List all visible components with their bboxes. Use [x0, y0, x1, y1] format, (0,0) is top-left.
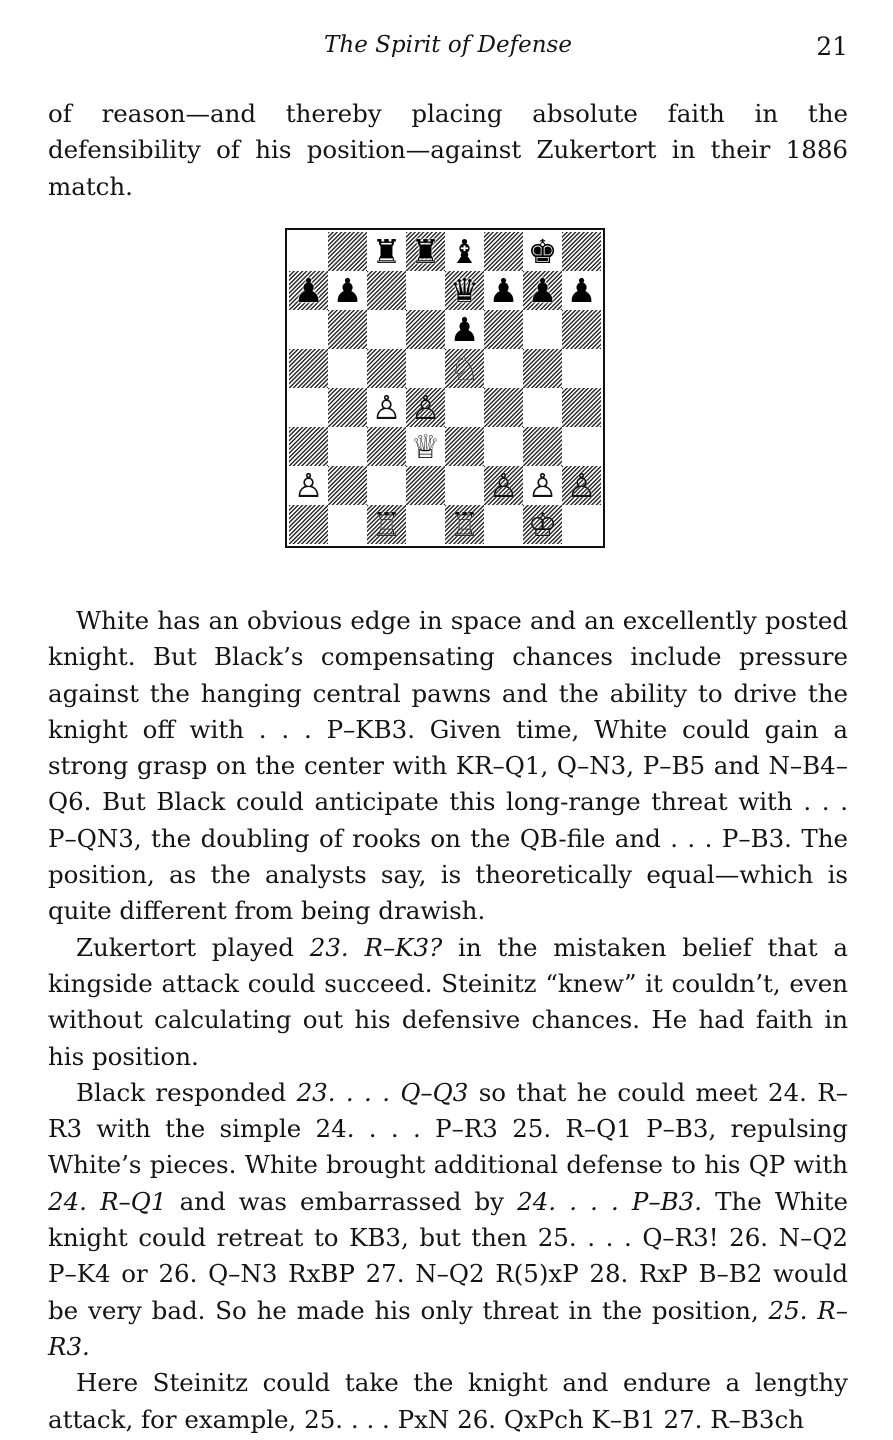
- square-d1: [406, 505, 445, 544]
- square-d4: [406, 388, 445, 427]
- square-e2: [445, 466, 484, 505]
- square-d3: [406, 427, 445, 466]
- running-title: The Spirit of Defense: [324, 32, 572, 58]
- square-h4: [562, 388, 601, 427]
- square-f2: [484, 466, 523, 505]
- chess-piece: ♟: [332, 271, 363, 310]
- text-run: Black responded: [76, 1077, 297, 1107]
- move-notation: 24. . . . P–B3.: [517, 1186, 703, 1216]
- text-run: Zukertort played: [76, 932, 310, 962]
- chess-piece: ♙: [566, 466, 597, 505]
- square-e8: [445, 232, 484, 271]
- square-b7: [328, 271, 367, 310]
- page-number: 21: [816, 32, 848, 61]
- body-text: [48, 603, 848, 1438]
- chess-piece: ♙: [410, 388, 441, 427]
- square-e1: [445, 505, 484, 544]
- square-h5: [562, 349, 601, 388]
- square-f8: [484, 232, 523, 271]
- square-b8: [328, 232, 367, 271]
- square-c8: [367, 232, 406, 271]
- chess-piece: ♟: [449, 310, 480, 349]
- square-b4: [328, 388, 367, 427]
- text-run: in the mistaken belief that a kingside attack could succeed. Steinitz “knew” it couldn’t, even without calculating out his defensive chances. He had faith in his position.: [48, 932, 848, 1071]
- square-g2: [523, 466, 562, 505]
- chess-piece: ♙: [371, 388, 402, 427]
- square-g8: [523, 232, 562, 271]
- square-b3: [328, 427, 367, 466]
- chess-piece: ♚: [527, 232, 558, 271]
- move-notation: 24. R–Q1: [48, 1186, 167, 1216]
- square-d2: [406, 466, 445, 505]
- square-d6: [406, 310, 445, 349]
- running-head: [48, 32, 848, 64]
- square-h6: [562, 310, 601, 349]
- square-f1: [484, 505, 523, 544]
- move-notation: 23. . . . Q–Q3: [296, 1077, 469, 1107]
- move-notation: 23. R–K3?: [309, 932, 443, 962]
- text-run: so that he could meet 24. R–R3 with the simple 24. . . . P–R3 25. R–Q1 P–B3, repulsing White’s pieces. White brought additional defense to his QP with: [48, 1077, 848, 1180]
- square-a7: [289, 271, 328, 310]
- square-e5: [445, 349, 484, 388]
- square-e3: [445, 427, 484, 466]
- square-d7: [406, 271, 445, 310]
- square-g1: [523, 505, 562, 544]
- chess-piece: ♜: [371, 232, 402, 271]
- chess-piece: ♜: [410, 232, 441, 271]
- chess-piece: ♙: [527, 466, 558, 505]
- chess-piece: ♕: [410, 427, 441, 466]
- chess-piece: ♔: [527, 505, 558, 544]
- square-d8: [406, 232, 445, 271]
- square-e6: [445, 310, 484, 349]
- chess-piece: ♛: [449, 271, 480, 310]
- square-g4: [523, 388, 562, 427]
- square-h1: [562, 505, 601, 544]
- square-f5: [484, 349, 523, 388]
- square-h3: [562, 427, 601, 466]
- intro-paragraph: of reason—and thereby placing absolute faith in the defensibility of his position—against Zukertort in their 1886 match.: [48, 99, 848, 201]
- square-d5: [406, 349, 445, 388]
- square-a5: [289, 349, 328, 388]
- chess-board: [289, 232, 601, 544]
- text-run: and was embarrassed by: [166, 1186, 518, 1216]
- square-f7: [484, 271, 523, 310]
- square-b1: [328, 505, 367, 544]
- square-c4: [367, 388, 406, 427]
- square-b6: [328, 310, 367, 349]
- square-c6: [367, 310, 406, 349]
- square-h7: [562, 271, 601, 310]
- square-c2: [367, 466, 406, 505]
- square-a1: [289, 505, 328, 544]
- square-h2: [562, 466, 601, 505]
- square-g7: [523, 271, 562, 310]
- chess-piece: ♘: [449, 349, 480, 388]
- chess-diagram: [285, 228, 605, 548]
- square-f3: [484, 427, 523, 466]
- square-h8: [562, 232, 601, 271]
- square-c3: [367, 427, 406, 466]
- chess-piece: ♟: [566, 271, 597, 310]
- intro-text: [48, 96, 848, 205]
- square-f6: [484, 310, 523, 349]
- square-c7: [367, 271, 406, 310]
- paragraph: [48, 1365, 848, 1438]
- chess-piece: ♟: [488, 271, 519, 310]
- square-g5: [523, 349, 562, 388]
- square-a6: [289, 310, 328, 349]
- paragraph: [48, 930, 848, 1075]
- chess-piece: ♟: [527, 271, 558, 310]
- chess-piece: ♙: [488, 466, 519, 505]
- square-a3: [289, 427, 328, 466]
- chess-piece: ♖: [449, 505, 480, 544]
- chess-piece: ♖: [371, 505, 402, 544]
- square-c5: [367, 349, 406, 388]
- square-a4: [289, 388, 328, 427]
- square-a8: [289, 232, 328, 271]
- square-f4: [484, 388, 523, 427]
- square-e4: [445, 388, 484, 427]
- square-g6: [523, 310, 562, 349]
- square-c1: [367, 505, 406, 544]
- text-run: Here Steinitz could take the knight and endure a lengthy attack, for example, 25. . . . PxN 26. QxPch K–B1 27. R–B3ch: [48, 1368, 848, 1434]
- text-run: White has an obvious edge in space and an excellently posted knight. But Black’s compensating chances include pressure against the hanging central pawns and the ability to drive the knight off with . . . P–KB3. Given time, White could gain a strong grasp on the center with KR–Q1, Q–N3, P–B5 and N–B4–Q6. But Black could anticipate this long-range threat with . . . P–QN3, the doubling of rooks on the QB-file and . . . P–B3. The position, as the analysts say, is theoretically equal—which is quite different from being drawish.: [48, 606, 848, 926]
- square-g3: [523, 427, 562, 466]
- chess-piece: ♟: [293, 271, 324, 310]
- square-b2: [328, 466, 367, 505]
- paragraph: [48, 603, 848, 930]
- square-a2: [289, 466, 328, 505]
- paragraph: [48, 1075, 848, 1365]
- text-run: The White knight could retreat to KB3, but then 25. . . . Q–R3! 26. N–Q2 P–K4 or 26. Q–N3 RxBP 27. N–Q2 R(5)xP 28. RxP B–B2 would be very bad. So he made his only threat in the position,: [48, 1186, 848, 1325]
- square-e7: [445, 271, 484, 310]
- chess-piece: ♝: [449, 232, 480, 271]
- move-notation: 25. R–R3.: [48, 1295, 848, 1361]
- chess-piece: ♙: [293, 466, 324, 505]
- square-b5: [328, 349, 367, 388]
